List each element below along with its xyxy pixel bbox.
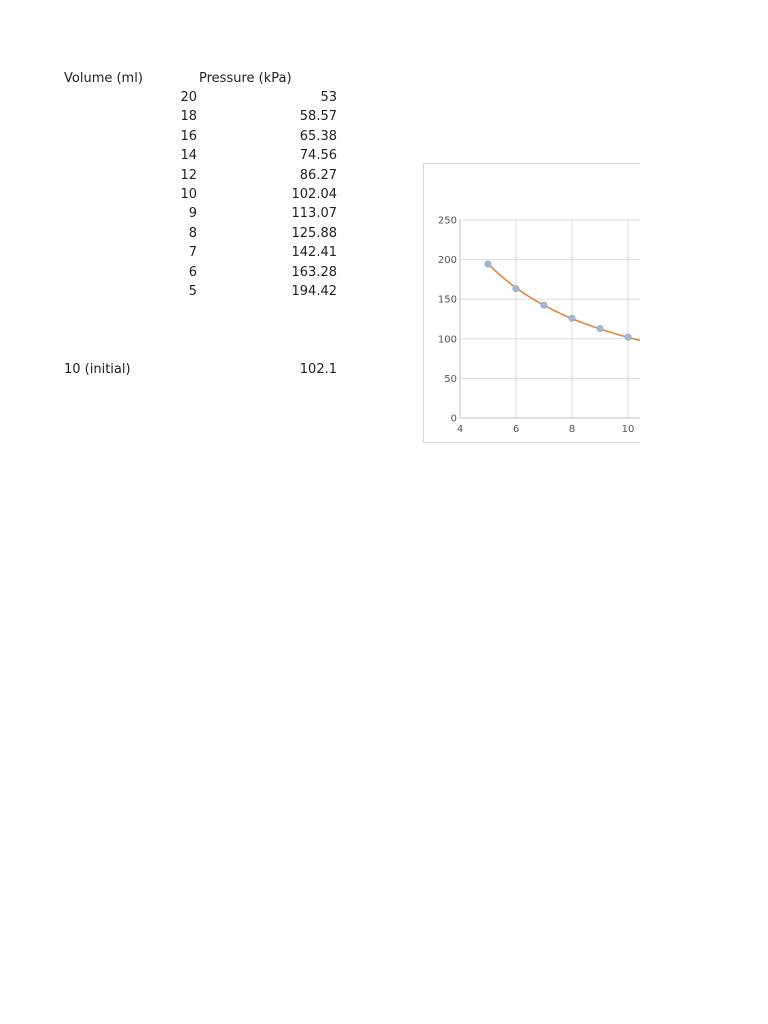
volume-cell[interactable]: 5 [188,284,197,300]
pressure-column [240,88,337,301]
data-point [597,325,603,331]
volume-column [120,88,197,301]
pressure-cell[interactable]: 142.41 [291,245,337,261]
pressure-cell[interactable]: 86.27 [299,167,337,183]
volume-cell[interactable]: 18 [180,109,197,125]
data-point [513,285,519,291]
volume-cell[interactable]: 6 [188,264,197,280]
pressure-cell[interactable]: 65.38 [299,128,337,144]
y-tick-label: 100 [437,334,457,346]
header-volume: Volume (ml) [64,71,143,86]
volume-cell[interactable]: 14 [180,148,197,164]
pressure-cell[interactable]: 53 [320,90,337,105]
pressure-cell[interactable]: 102.04 [291,187,337,203]
y-tick-label: 50 [444,373,457,385]
volume-cell[interactable]: 16 [180,128,197,144]
x-tick-label: 6 [512,424,520,435]
data-point [541,302,547,308]
chart-canvas [424,164,640,443]
initial-pressure-cell[interactable]: 102.1 [299,362,337,377]
pressure-cell[interactable]: 74.56 [299,148,337,164]
pressure-cell[interactable]: 125.88 [291,225,337,241]
x-tick-label: 10 [621,424,635,435]
volume-cell[interactable]: 7 [188,245,197,261]
pressure-cell[interactable]: 58.57 [299,109,337,125]
initial-volume-cell[interactable]: 10 (initial) [64,362,131,377]
volume-cell[interactable]: 20 [180,90,197,105]
volume-cell[interactable]: 8 [188,225,197,241]
scatter-chart[interactable] [423,163,640,443]
x-tick-label: 4 [456,424,464,435]
volume-cell[interactable]: 10 [180,187,197,203]
pressure-cell[interactable]: 163.28 [291,264,337,280]
pressure-cell[interactable]: 113.07 [291,206,337,222]
volume-cell[interactable]: 9 [188,206,197,222]
y-tick-label: 150 [437,294,457,306]
trendline [488,264,640,344]
x-tick-label: 8 [568,424,576,435]
y-tick-label: 0 [450,413,457,425]
y-tick-label: 250 [437,215,457,227]
data-point [569,315,575,321]
y-tick-label: 200 [437,255,457,267]
data-point [485,261,491,267]
data-point [625,334,631,340]
pressure-cell[interactable]: 194.42 [291,284,337,300]
header-pressure: Pressure (kPa) [199,71,292,86]
volume-cell[interactable]: 12 [180,167,197,183]
